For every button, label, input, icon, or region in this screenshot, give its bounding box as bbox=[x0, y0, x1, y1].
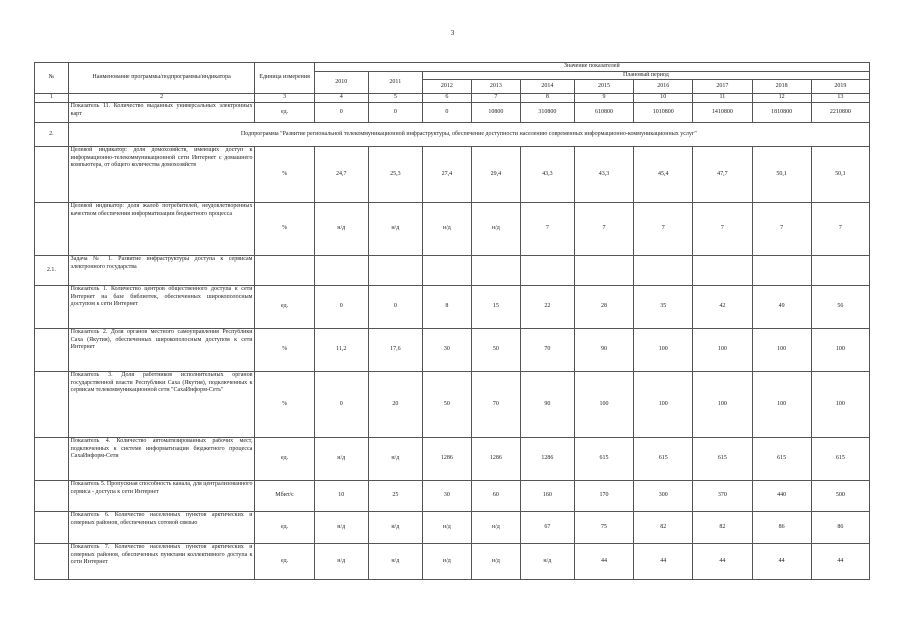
indicator-name: Целевой индикатор: доля жалоб потребителей, неудовлетворенных качеством обеспечения информатизации бюджетного процесса bbox=[68, 203, 255, 256]
value-cell: н/д bbox=[368, 438, 422, 481]
value-cell: н/д bbox=[422, 203, 471, 256]
unit-cell: % bbox=[255, 203, 314, 256]
value-cell: 615 bbox=[752, 438, 811, 481]
indicators-table bbox=[34, 62, 870, 580]
unit-cell: ед. bbox=[255, 103, 314, 123]
value-cell: 60 bbox=[471, 481, 520, 512]
row-number bbox=[35, 286, 69, 329]
value-cell: 29,4 bbox=[471, 147, 520, 203]
value-cell: н/д bbox=[314, 438, 368, 481]
header-year: 2010 bbox=[314, 71, 368, 94]
value-cell bbox=[634, 256, 693, 286]
value-cell: 370 bbox=[693, 481, 752, 512]
column-number: 12 bbox=[752, 94, 811, 103]
value-cell: 0 bbox=[314, 103, 368, 123]
value-cell: н/д bbox=[368, 203, 422, 256]
header-year: 2015 bbox=[574, 80, 633, 94]
value-cell: 7 bbox=[752, 203, 811, 256]
header-year: 2011 bbox=[368, 71, 422, 94]
value-cell: 44 bbox=[693, 544, 752, 580]
indicator-name: Показатель 4. Количество автоматизированных рабочих мест, подключенных к системе информатизации бюджетного процесса СахаИнформ-Сети bbox=[68, 438, 255, 481]
value-cell: 100 bbox=[634, 329, 693, 372]
value-cell: 0 bbox=[314, 286, 368, 329]
indicator-name: Целевой индикатор: доля домохозяйств, имеющих доступ к информационно-телекоммуникационной сети Интернет с домашнего компьютера, от общего количества домохозяйств bbox=[68, 147, 255, 203]
value-cell: 160 bbox=[520, 481, 574, 512]
column-number: 9 bbox=[574, 94, 633, 103]
value-cell: 10 bbox=[314, 481, 368, 512]
value-cell: 100 bbox=[811, 329, 869, 372]
value-cell: 56 bbox=[811, 286, 869, 329]
column-number: 8 bbox=[520, 94, 574, 103]
value-cell: 310800 bbox=[520, 103, 574, 123]
table-row bbox=[35, 286, 870, 329]
value-cell: 82 bbox=[634, 512, 693, 544]
value-cell: 49 bbox=[752, 286, 811, 329]
value-cell: 170 bbox=[574, 481, 633, 512]
value-cell: 24,7 bbox=[314, 147, 368, 203]
value-cell: 90 bbox=[574, 329, 633, 372]
value-cell: н/д bbox=[422, 512, 471, 544]
indicator-name: Показатель 5. Пропускная способность канала, для централизованного сервиса - доступа к сети Интернет bbox=[68, 481, 255, 512]
value-cell: н/д bbox=[471, 512, 520, 544]
header-year: 2017 bbox=[693, 80, 752, 94]
value-cell: 42 bbox=[693, 286, 752, 329]
value-cell: 100 bbox=[811, 372, 869, 438]
value-cell: 17,6 bbox=[368, 329, 422, 372]
value-cell: н/д bbox=[314, 544, 368, 580]
value-cell: 2210800 bbox=[811, 103, 869, 123]
value-cell bbox=[693, 256, 752, 286]
value-cell: 1286 bbox=[471, 438, 520, 481]
header-year: 2013 bbox=[471, 80, 520, 94]
value-cell: 86 bbox=[752, 512, 811, 544]
value-cell: 44 bbox=[634, 544, 693, 580]
value-cell: 1286 bbox=[520, 438, 574, 481]
column-number: 1 bbox=[35, 94, 69, 103]
value-cell: 50 bbox=[422, 372, 471, 438]
value-cell: 440 bbox=[752, 481, 811, 512]
row-number bbox=[35, 329, 69, 372]
value-cell bbox=[422, 256, 471, 286]
value-cell: 1810800 bbox=[752, 103, 811, 123]
unit-cell bbox=[255, 256, 314, 286]
value-cell: 615 bbox=[693, 438, 752, 481]
value-cell: 82 bbox=[693, 512, 752, 544]
header-number: № bbox=[35, 63, 69, 94]
value-cell: 86 bbox=[811, 512, 869, 544]
value-cell: н/д bbox=[422, 544, 471, 580]
value-cell: 10800 bbox=[471, 103, 520, 123]
table-row bbox=[35, 438, 870, 481]
value-cell: 43,3 bbox=[574, 147, 633, 203]
value-cell: 70 bbox=[520, 329, 574, 372]
header-planned-period: Плановый период bbox=[422, 71, 869, 80]
value-cell: 20 bbox=[368, 372, 422, 438]
column-number: 6 bbox=[422, 94, 471, 103]
header-values-group: Значение показателей bbox=[314, 63, 869, 72]
column-number: 2 bbox=[68, 94, 255, 103]
value-cell: 28 bbox=[574, 286, 633, 329]
value-cell: н/д bbox=[368, 512, 422, 544]
table-row bbox=[35, 203, 870, 256]
value-cell: 7 bbox=[574, 203, 633, 256]
table-row bbox=[35, 544, 870, 580]
row-number bbox=[35, 481, 69, 512]
value-cell: 100 bbox=[752, 329, 811, 372]
value-cell: 100 bbox=[693, 372, 752, 438]
value-cell: 50,1 bbox=[752, 147, 811, 203]
table-row bbox=[35, 256, 870, 286]
value-cell: н/д bbox=[368, 544, 422, 580]
subprogram-row bbox=[35, 123, 870, 147]
header-year: 2018 bbox=[752, 80, 811, 94]
value-cell: 35 bbox=[634, 286, 693, 329]
unit-cell: ед. bbox=[255, 286, 314, 329]
header-year: 2012 bbox=[422, 80, 471, 94]
column-number: 10 bbox=[634, 94, 693, 103]
value-cell: 27,4 bbox=[422, 147, 471, 203]
value-cell: 0 bbox=[368, 286, 422, 329]
value-cell bbox=[520, 256, 574, 286]
unit-cell: % bbox=[255, 372, 314, 438]
value-cell: н/д bbox=[314, 512, 368, 544]
value-cell: 47,7 bbox=[693, 147, 752, 203]
value-cell: 11,2 bbox=[314, 329, 368, 372]
column-number-row bbox=[35, 94, 870, 103]
value-cell bbox=[471, 256, 520, 286]
table-row bbox=[35, 103, 870, 123]
value-cell: 44 bbox=[574, 544, 633, 580]
table-row bbox=[35, 147, 870, 203]
value-cell: 44 bbox=[811, 544, 869, 580]
value-cell: 615 bbox=[811, 438, 869, 481]
value-cell: 500 bbox=[811, 481, 869, 512]
value-cell: 75 bbox=[574, 512, 633, 544]
value-cell: 300 bbox=[634, 481, 693, 512]
row-number bbox=[35, 372, 69, 438]
header-year: 2016 bbox=[634, 80, 693, 94]
table-row bbox=[35, 372, 870, 438]
value-cell: 7 bbox=[693, 203, 752, 256]
value-cell: 67 bbox=[520, 512, 574, 544]
row-number bbox=[35, 103, 69, 123]
column-number: 5 bbox=[368, 94, 422, 103]
row-number bbox=[35, 544, 69, 580]
header-unit: Единица измерения bbox=[255, 63, 314, 94]
value-cell: 50 bbox=[471, 329, 520, 372]
value-cell: 100 bbox=[634, 372, 693, 438]
row-number bbox=[35, 147, 69, 203]
unit-cell: % bbox=[255, 147, 314, 203]
value-cell bbox=[314, 256, 368, 286]
value-cell: 8 bbox=[422, 286, 471, 329]
row-number: 2.1. bbox=[35, 256, 69, 286]
column-number: 7 bbox=[471, 94, 520, 103]
value-cell: 0 bbox=[314, 372, 368, 438]
indicator-name: Показатель 6. Количество населенных пунктов арктических и северных районов, обеспеченных сотовой связью bbox=[68, 512, 255, 544]
value-cell: 90 bbox=[520, 372, 574, 438]
table-row bbox=[35, 329, 870, 372]
indicator-name: Показатель 7. Количество населенных пунктов арктических и северных районов, обеспеченных пунктами коллективного доступа к сети Интернет bbox=[68, 544, 255, 580]
subprogram-title: Подпрограмма "Развитие региональной телекоммуникационной инфраструктуры, обеспечение доступности населению современных информационно-коммуникационных услуг" bbox=[68, 123, 869, 147]
task-name: Задача № 1. Развитие инфраструктуры доступа к сервисам электронного государства bbox=[68, 256, 255, 286]
value-cell bbox=[811, 256, 869, 286]
value-cell: 615 bbox=[634, 438, 693, 481]
value-cell: 50,1 bbox=[811, 147, 869, 203]
value-cell: 1286 bbox=[422, 438, 471, 481]
unit-cell: ед. bbox=[255, 512, 314, 544]
value-cell: 15 bbox=[471, 286, 520, 329]
value-cell: 0 bbox=[422, 103, 471, 123]
row-number bbox=[35, 512, 69, 544]
value-cell bbox=[368, 256, 422, 286]
value-cell: н/д bbox=[471, 544, 520, 580]
table-row bbox=[35, 481, 870, 512]
header-year: 2014 bbox=[520, 80, 574, 94]
page-number: 3 bbox=[450, 29, 455, 37]
value-cell: 44 bbox=[752, 544, 811, 580]
row-number bbox=[35, 438, 69, 481]
value-cell: 45,4 bbox=[634, 147, 693, 203]
value-cell: 100 bbox=[693, 329, 752, 372]
column-number: 11 bbox=[693, 94, 752, 103]
unit-cell: ед. bbox=[255, 544, 314, 580]
value-cell: 1410800 bbox=[693, 103, 752, 123]
unit-cell: ед. bbox=[255, 438, 314, 481]
value-cell: 610800 bbox=[574, 103, 633, 123]
value-cell: н/д bbox=[314, 203, 368, 256]
row-number bbox=[35, 203, 69, 256]
value-cell: 25 bbox=[368, 481, 422, 512]
value-cell: 7 bbox=[634, 203, 693, 256]
indicator-name: Показатель 11. Количество выданных универсальных электронных карт bbox=[68, 103, 255, 123]
value-cell: 43,3 bbox=[520, 147, 574, 203]
unit-cell: Мбит/с bbox=[255, 481, 314, 512]
value-cell: 100 bbox=[574, 372, 633, 438]
value-cell: 30 bbox=[422, 481, 471, 512]
value-cell: 30 bbox=[422, 329, 471, 372]
indicator-name: Показатель 2. Доля органов местного самоуправления Республики Саха (Якутия), обеспеченных широкополосным доступом к сети Интернет bbox=[68, 329, 255, 372]
value-cell: н/д bbox=[520, 544, 574, 580]
table-row bbox=[35, 512, 870, 544]
value-cell: 100 bbox=[752, 372, 811, 438]
header-year: 2019 bbox=[811, 80, 869, 94]
value-cell: 0 bbox=[368, 103, 422, 123]
value-cell: 70 bbox=[471, 372, 520, 438]
value-cell: 1010800 bbox=[634, 103, 693, 123]
row-number: 2. bbox=[35, 123, 69, 147]
value-cell bbox=[574, 256, 633, 286]
indicator-name: Показатель 1. Количество центров общественного доступа к сети Интернет на базе библиотек, обеспеченных широкополосным доступом к сети Интернет bbox=[68, 286, 255, 329]
value-cell: 22 bbox=[520, 286, 574, 329]
column-number: 3 bbox=[255, 94, 314, 103]
indicator-name: Показатель 3. Доля работников исполнительных органов государственной власти Республики Саха (Якутия), подключенных к сервисам телекоммуникационной сети "СахаИнформ-Сеть" bbox=[68, 372, 255, 438]
value-cell: н/д bbox=[471, 203, 520, 256]
unit-cell: % bbox=[255, 329, 314, 372]
column-number: 13 bbox=[811, 94, 869, 103]
value-cell: 25,3 bbox=[368, 147, 422, 203]
header-name: Наименование программы/подпрограммы/индикатора bbox=[68, 63, 255, 94]
value-cell: 7 bbox=[520, 203, 574, 256]
value-cell bbox=[752, 256, 811, 286]
value-cell: 615 bbox=[574, 438, 633, 481]
value-cell: 7 bbox=[811, 203, 869, 256]
column-number: 4 bbox=[314, 94, 368, 103]
